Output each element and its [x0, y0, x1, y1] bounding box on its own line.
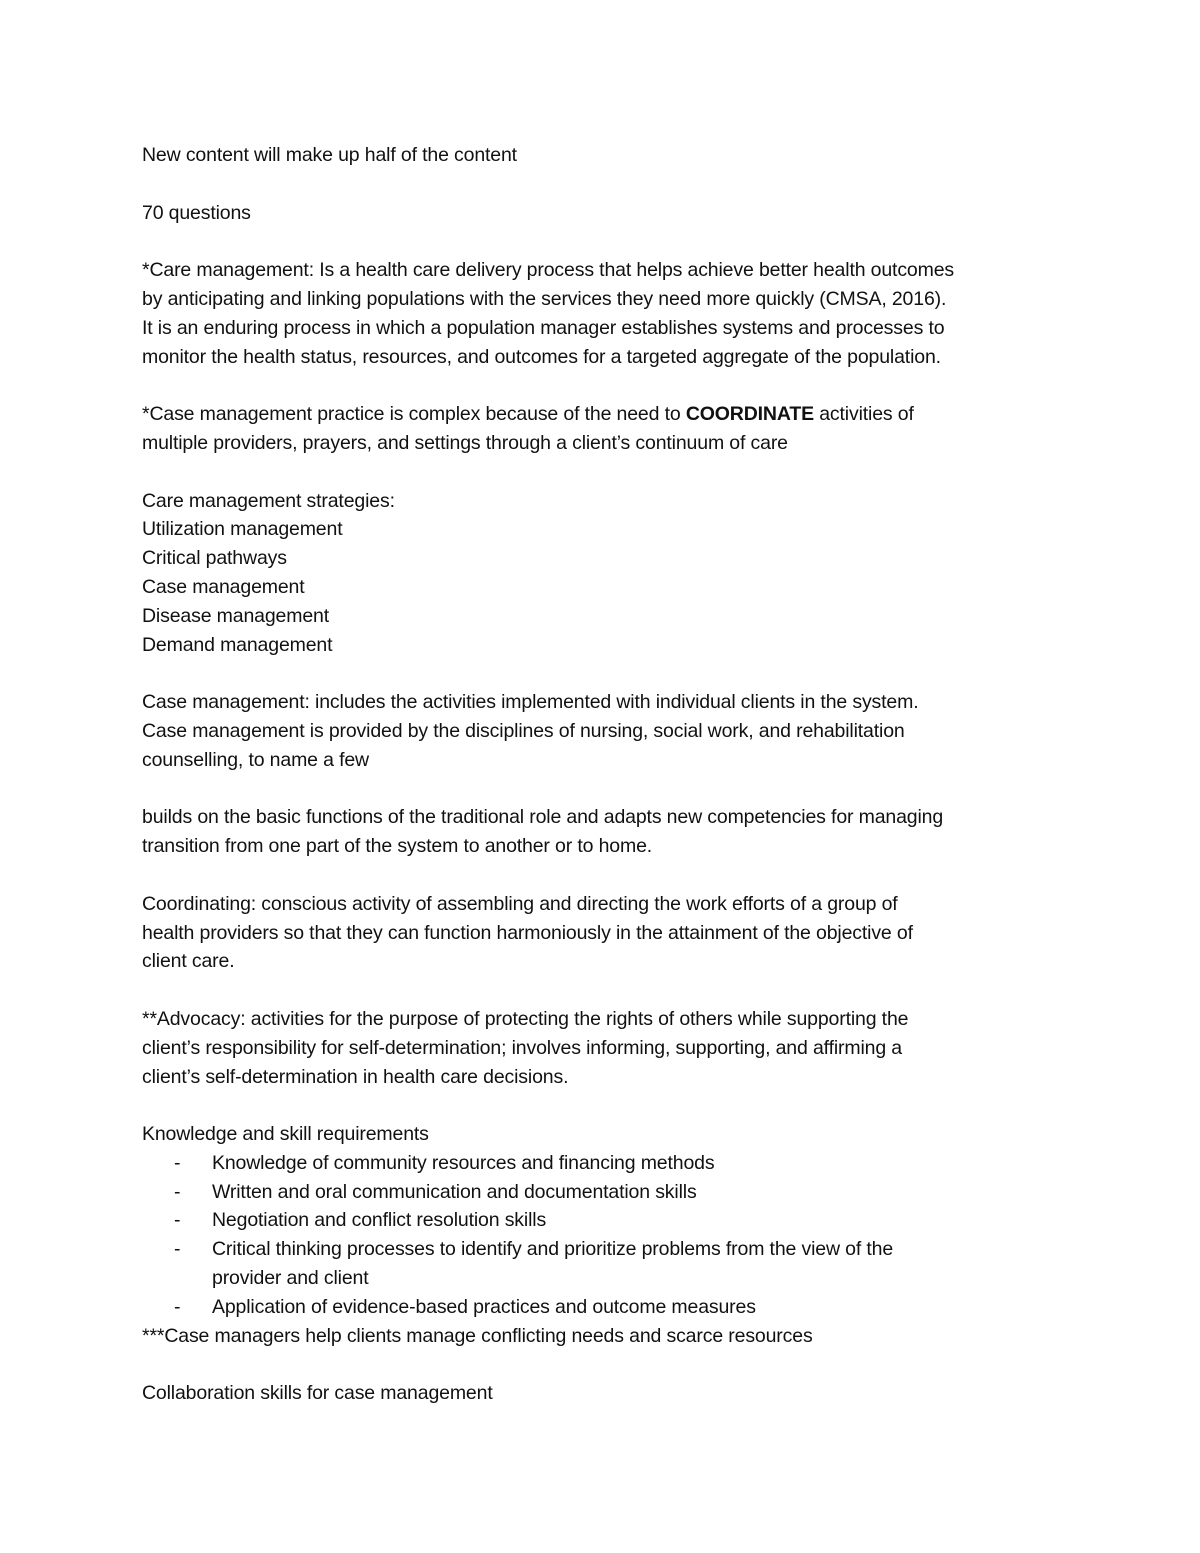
text-line: builds on the basic functions of the traditional role and adapts new competencies for managing	[142, 806, 944, 829]
text-line: client’s responsibility for self-determination; involves informing, supporting, and affirming a	[142, 1036, 902, 1059]
dash-bullet: -	[174, 1238, 181, 1261]
paragraph-advocacy	[142, 1005, 1072, 1091]
knowledge-list	[142, 1149, 1072, 1322]
text-line: transition from one part of the system to another or to home.	[142, 835, 653, 858]
text-line: health providers so that they can function harmoniously in the attainment of the objective of	[142, 921, 913, 944]
coordinate-emphasis: COORDINATE	[685, 403, 814, 426]
knowledge-skill-section	[142, 1120, 1072, 1350]
paragraph-case-management-practice	[142, 400, 1072, 458]
dash-bullet: -	[174, 1209, 181, 1232]
list-item: - Application of evidence-based practices and outcome measures	[142, 1293, 1072, 1322]
list-item: - Knowledge of community resources and financing methods	[142, 1149, 1072, 1178]
strategy-item: Critical pathways	[142, 547, 287, 570]
knowledge-heading: Knowledge and skill requirements	[142, 1123, 429, 1146]
text-line: monitor the health status, resources, and outcomes for a targeted aggregate of the population.	[142, 345, 941, 368]
text-line: *Case management practice is complex because of the need to COORDINATE activities of	[142, 403, 914, 426]
paragraph-coordinating	[142, 890, 1072, 976]
strategy-item: Utilization management	[142, 518, 343, 541]
text-line: counselling, to name a few	[142, 748, 369, 771]
dash-bullet: -	[174, 1151, 181, 1174]
text-line: Case management: includes the activities implemented with individual clients in the system.	[142, 691, 919, 714]
text-line: Coordinating: conscious activity of assembling and directing the work efforts of a group of	[142, 892, 898, 915]
text-line: by anticipating and linking populations with the services they need more quickly (CMSA, 2016).	[142, 287, 947, 310]
list-item: - Written and oral communication and documentation skills	[142, 1178, 1072, 1207]
strategy-item: Disease management	[142, 604, 329, 627]
strategy-item: Demand management	[142, 633, 333, 656]
dash-bullet: -	[174, 1295, 181, 1318]
dash-bullet: -	[174, 1180, 181, 1203]
text-line: *Care management: Is a health care delivery process that helps achieve better health outcomes	[142, 259, 955, 282]
paragraph-new-content: New content will make up half of the content	[142, 144, 517, 166]
text-line: multiple providers, prayers, and settings through a client’s continuum of care	[142, 431, 788, 454]
paragraph-question-count: 70 questions	[142, 201, 251, 224]
paragraph-care-management-definition	[142, 256, 1072, 371]
text-line: client’s self-determination in health care decisions.	[142, 1065, 569, 1088]
strategies-heading: Care management strategies:	[142, 489, 395, 512]
list-item: - Negotiation and conflict resolution skills	[142, 1206, 1072, 1235]
strategy-item: Case management	[142, 575, 305, 598]
text-line: It is an enduring process in which a population manager establishes systems and processes to	[142, 316, 945, 339]
document-body	[142, 141, 1072, 1408]
list-item: - Critical thinking processes to identify and prioritize problems from the view of the provider and client	[142, 1235, 1072, 1293]
paragraph-collaboration: Collaboration skills for case management	[142, 1382, 493, 1405]
paragraph-case-management-definition	[142, 688, 1072, 774]
text-line: client care.	[142, 950, 235, 973]
paragraph-builds-on	[142, 803, 1072, 861]
care-management-strategies	[142, 487, 1072, 660]
case-managers-note: ***Case managers help clients manage conflicting needs and scarce resources	[142, 1324, 813, 1347]
text-line: **Advocacy: activities for the purpose of protecting the rights of others while supporting the	[142, 1007, 909, 1030]
text-line: Case management is provided by the disciplines of nursing, social work, and rehabilitation	[142, 719, 905, 742]
